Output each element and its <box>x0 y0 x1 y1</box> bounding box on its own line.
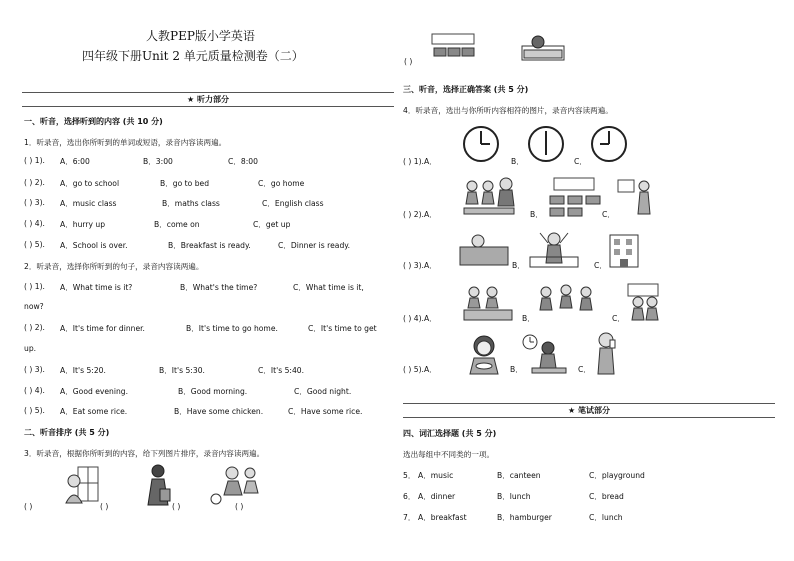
q4-row-3-b: B． <box>512 261 525 270</box>
clock-b-icon <box>527 125 565 163</box>
q4-instruction: 4．听录音，选出与你所听内容相符的图片，录音内容读两遍。 <box>403 106 613 115</box>
page-subtitle: 四年级下册Unit 2 单元质量检测卷（二） <box>82 49 304 63</box>
section4-instruction: 选出每组中不同类的一项。 <box>403 450 495 459</box>
q2-item-5-c: C．Have some rice. <box>288 407 363 416</box>
q2-item-5-b: B．Have some chicken. <box>174 407 264 416</box>
q2-instruction: 2．听录音，选择你所听到的句子，录音内容读两遍。 <box>24 262 204 271</box>
q1-item-4-c: C．get up <box>253 220 291 229</box>
woman-with-bag-picture <box>138 463 178 507</box>
q2-item-4-c: C．Good night. <box>294 387 352 396</box>
classroom-desks-picture <box>428 30 478 64</box>
q2-item-5-num: ( ) 5). <box>24 406 45 415</box>
kids-playing-football-picture <box>206 463 266 507</box>
order-blank-1[interactable]: ( ) <box>24 502 33 511</box>
kids-music-class-picture <box>626 280 662 324</box>
child-in-bed-picture <box>520 30 566 66</box>
vocab-item-7-c: C．lunch <box>589 513 623 522</box>
q2-item-4-b: B．Good morning. <box>178 387 248 396</box>
vocab-item-5-b: B．canteen <box>497 471 541 480</box>
q1-item-2-c: C．go home <box>258 179 305 188</box>
vocab-item-6-a: A．dinner <box>418 492 456 501</box>
q2-item-1-cont: now? <box>24 302 44 311</box>
vocab-item-6-b: B．lunch <box>497 492 531 501</box>
q2-item-3-c: C．It's 5:40. <box>258 366 305 375</box>
q2-item-1-c: C．What time is it, <box>293 283 364 292</box>
order-blank-2[interactable]: ( ) <box>100 502 109 511</box>
vocab-item-7-b: B．hamburger <box>497 513 552 522</box>
q1-item-4-b: B．come on <box>154 220 200 229</box>
clock-c-icon <box>590 125 628 163</box>
order-blank-4[interactable]: ( ) <box>235 502 244 511</box>
section3-heading: 三、听音，选择正确答案 (共 5 分) <box>403 85 529 94</box>
q1-item-2-a: A．go to school <box>60 179 120 188</box>
q4-row-4-c: C． <box>612 314 625 323</box>
q2-item-3-num: ( ) 3). <box>24 365 45 374</box>
page-title: 人教PEP版小学英语 <box>146 29 255 43</box>
vocab-item-5-a: A．music <box>418 471 454 480</box>
vocab-item-7-a: A．breakfast <box>418 513 467 522</box>
vocab-item-5-num: 5． <box>403 471 416 480</box>
q2-item-1-num: ( ) 1). <box>24 282 45 291</box>
q4-row-3-c: C． <box>594 261 607 270</box>
q4-row-1-num: ( ) 1).A． <box>403 157 437 166</box>
kids-playground-picture <box>536 282 596 324</box>
q1-item-5-b: B．Breakfast is ready. <box>168 241 251 250</box>
boy-eating-picture <box>462 332 506 376</box>
q1-item-1-c: C．8:00 <box>228 157 258 166</box>
q2-item-2-a: A．It's time for dinner. <box>60 324 145 333</box>
q1-item-3-b: B．maths class <box>162 199 220 208</box>
writing-banner: ★ 笔试部分 <box>403 403 775 418</box>
boy-at-door-picture <box>58 465 102 505</box>
q2-item-4-num: ( ) 4). <box>24 386 45 395</box>
q1-item-3-a: A．music class <box>60 199 117 208</box>
vocab-item-5-c: C．playground <box>589 471 645 480</box>
q4-row-2-b: B． <box>530 210 543 219</box>
q2-item-4-a: A．Good evening. <box>60 387 129 396</box>
classroom-picture <box>544 176 602 218</box>
section2-heading: 二、听音排序 (共 5 分) <box>24 428 110 437</box>
order-blank-5[interactable]: ( ) <box>404 57 413 66</box>
q1-item-1-b: B．3:00 <box>143 157 173 166</box>
section1-heading: 一、听音，选择听到的内容 (共 10 分) <box>24 117 163 126</box>
listening-banner: ★ 听力部分 <box>22 92 394 107</box>
q4-row-5-b: B． <box>510 365 523 374</box>
q1-item-5-a: A．School is over. <box>60 241 128 250</box>
q2-item-2-c: C．It's time to get <box>308 324 377 333</box>
q3-instruction: 3．听录音，根据你所听到的内容，给下列图片排序，录音内容读两遍。 <box>24 449 265 458</box>
q4-row-5-c: C． <box>578 365 591 374</box>
q1-item-1-num: ( ) 1). <box>24 156 45 165</box>
q2-item-3-a: A．It's 5:20. <box>60 366 106 375</box>
q1-item-3-num: ( ) 3). <box>24 198 45 207</box>
vocab-item-6-c: C．bread <box>589 492 624 501</box>
q4-row-4-b: B． <box>522 314 535 323</box>
q1-item-5-c: C．Dinner is ready. <box>278 241 351 250</box>
q4-row-4-num: ( ) 4).A． <box>403 314 437 323</box>
girl-drinking-picture <box>592 330 622 376</box>
vocab-item-7-num: 7． <box>403 513 416 522</box>
q2-item-3-b: B．It's 5:30. <box>159 366 205 375</box>
q1-item-4-a: A．hurry up <box>60 220 106 229</box>
section4-heading: 四、词汇选择题 (共 5 分) <box>403 429 497 438</box>
q2-item-5-a: A．Eat some rice. <box>60 407 128 416</box>
q2-item-2-b: B．It's time to go home. <box>186 324 278 333</box>
clock-a-icon <box>462 125 500 163</box>
q2-item-1-b: B．What's the time? <box>180 283 258 292</box>
students-with-teacher-picture <box>460 176 518 218</box>
q1-item-2-b: B．go to bed <box>160 179 210 188</box>
q4-row-3-num: ( ) 3).A． <box>403 261 437 270</box>
q1-item-4-num: ( ) 4). <box>24 219 45 228</box>
order-blank-3[interactable]: ( ) <box>172 502 181 511</box>
q1-item-1-a: A．6:00 <box>60 157 90 166</box>
q2-item-2-cont: up. <box>24 344 37 353</box>
girl-at-table-with-clock-picture <box>518 332 568 376</box>
kids-eating-picture <box>462 282 514 324</box>
child-stretching-picture <box>528 229 580 269</box>
q1-instruction: 1．听录音，选出你所听到的单词或短语，录音内容读两遍。 <box>24 138 227 147</box>
school-building-picture <box>606 227 642 269</box>
q4-row-1-b: B． <box>511 157 524 166</box>
sleeping-in-bed-picture <box>458 229 510 269</box>
q4-row-1-c: C． <box>574 157 587 166</box>
teacher-pointing-picture <box>616 176 656 218</box>
q1-item-5-num: ( ) 5). <box>24 240 45 249</box>
q1-item-2-num: ( ) 2). <box>24 178 45 187</box>
vocab-item-6-num: 6． <box>403 492 416 501</box>
q4-row-2-c: C． <box>602 210 615 219</box>
q2-item-1-a: A．What time is it? <box>60 283 133 292</box>
q2-item-2-num: ( ) 2). <box>24 323 45 332</box>
q4-row-2-num: ( ) 2).A． <box>403 210 437 219</box>
q4-row-5-num: ( ) 5).A． <box>403 365 437 374</box>
q1-item-3-c: C．English class <box>262 199 324 208</box>
